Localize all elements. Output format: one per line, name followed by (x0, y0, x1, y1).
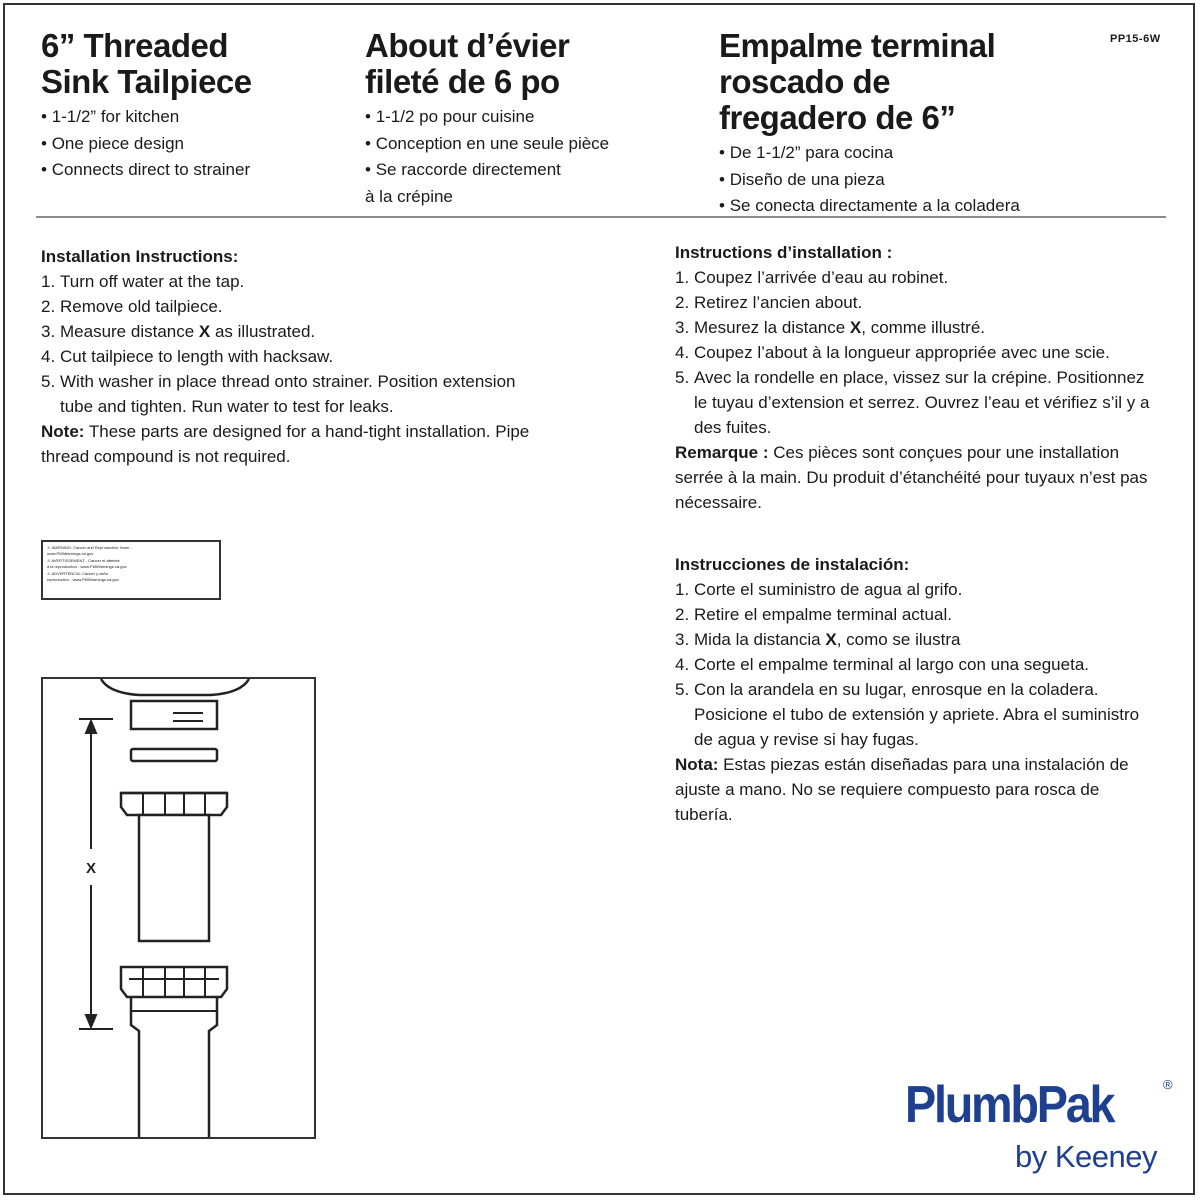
registered-mark: ® (1163, 1077, 1173, 1092)
steps-list (675, 265, 1155, 440)
plumbpak-logo (905, 1075, 1175, 1185)
warning-line: reproductivo - www.P65Warnings.ca.gov (47, 577, 119, 583)
tailpiece-drawing (43, 679, 314, 1137)
warning-line: à la reproduction - www.P65Warnings.ca.gov (47, 564, 127, 570)
warning-line: ⚠ ADVERTENCIA: Cáncer y daño (47, 570, 109, 576)
feature-item: • De 1-1/2” para cocina (719, 140, 1099, 167)
step-item: 5. With washer in place thread onto strainer. Position extension tube and tighten. Run water to test for leaks. (41, 372, 516, 416)
feature-item: • Se raccorde directement à la crépine (365, 157, 695, 210)
header-spanish (719, 28, 1099, 220)
features-spanish (719, 140, 1099, 220)
header-divider (36, 216, 1166, 218)
installation-note: Nota: Estas piezas están diseñadas para una instalación de ajuste a mano. No se requiere compuesto para rosca de tubería. (675, 755, 1129, 824)
instructions-heading: Installation Instructions: (41, 247, 239, 266)
step-item: 1. Coupez l’arrivée d’eau au robinet. (675, 268, 949, 287)
step-item: 4. Corte el empalme terminal al largo con una segueta. (675, 655, 1089, 674)
features-french (365, 104, 695, 210)
header-french (365, 28, 695, 210)
title-french: About d’évier fileté de 6 po (365, 27, 570, 100)
feature-item: • 1-1/2” for kitchen (41, 104, 341, 131)
warning-line: ⚠ WARNING: Cancer and Reproductive Harm - (47, 545, 132, 550)
step-item: 5. Avec la rondelle en place, vissez sur la crépine. Positionnez le tuyau d’extension et serrez. Ouvrez l’eau et vérifiez s’il y a des fuites. (675, 368, 1150, 437)
header-english (41, 28, 341, 184)
tailpiece-diagram (41, 677, 316, 1139)
product-code: PP15-6W (1110, 33, 1161, 45)
logo-brand-name: PlumbPak (905, 1076, 1114, 1134)
feature-item: • Connects direct to strainer (41, 157, 341, 184)
title-spanish: Empalme terminal roscado de fregadero de 6” (719, 27, 996, 136)
step-item: 3. Mesurez la distance X, comme illustré. (675, 318, 985, 337)
instructions-heading: Instructions d’installation : (675, 243, 893, 262)
instructions-french (675, 241, 1155, 515)
step-item: 2. Remove old tailpiece. (41, 297, 223, 316)
step-item: 4. Coupez l’about à la longueur appropriée avec une scie. (675, 343, 1110, 362)
warning-line: www.P65Warnings.ca.gov (47, 551, 94, 557)
installation-note: Remarque : Ces pièces sont conçues pour une installation serrée à la main. Du produit d’étanchéité pour tuyaux n’est pas nécessaire. (675, 443, 1148, 512)
feature-item: • 1-1/2 po pour cuisine (365, 104, 695, 131)
instructions-english (41, 245, 541, 469)
dimension-x-label: X (85, 860, 97, 877)
step-item: 3. Mida la distancia X, como se ilustra (675, 630, 961, 649)
steps-list (41, 269, 541, 419)
step-item: 3. Measure distance X as illustrated. (41, 322, 316, 341)
step-item: 1. Turn off water at the tap. (41, 272, 245, 291)
feature-item: • One piece design (41, 131, 341, 158)
step-item: 5. Con la arandela en su lugar, enrosque en la coladera. Posicione el tubo de extensión y apriete. Abra el suministro de agua y revise si hay fugas. (675, 680, 1140, 749)
step-item: 2. Retire el empalme terminal actual. (675, 605, 952, 624)
instructions-spanish (675, 553, 1140, 827)
step-item: 1. Corte el suministro de agua al grifo. (675, 580, 963, 599)
instructions-heading: Instrucciones de instalación: (675, 555, 910, 574)
warning-line: ⚠ AVERTISSEMENT : Cancer et atteinte (47, 557, 120, 563)
step-item: 2. Retirez l’ancien about. (675, 293, 863, 312)
title-english: 6” Threaded Sink Tailpiece (41, 27, 252, 100)
warning-label (41, 540, 221, 600)
feature-item: • Conception en une seule pièce (365, 131, 695, 158)
feature-item: • Diseño de una pieza (719, 167, 1099, 194)
step-item: 4. Cut tailpiece to length with hacksaw. (41, 347, 334, 366)
installation-note: Note: These parts are designed for a hand-tight installation. Pipe thread compound is not required. (41, 422, 530, 466)
steps-list (675, 577, 1140, 752)
feature-item: • Se conecta directamente a la coladera (719, 193, 1099, 220)
features-english (41, 104, 341, 184)
logo-byline: by Keeney (1015, 1139, 1157, 1174)
